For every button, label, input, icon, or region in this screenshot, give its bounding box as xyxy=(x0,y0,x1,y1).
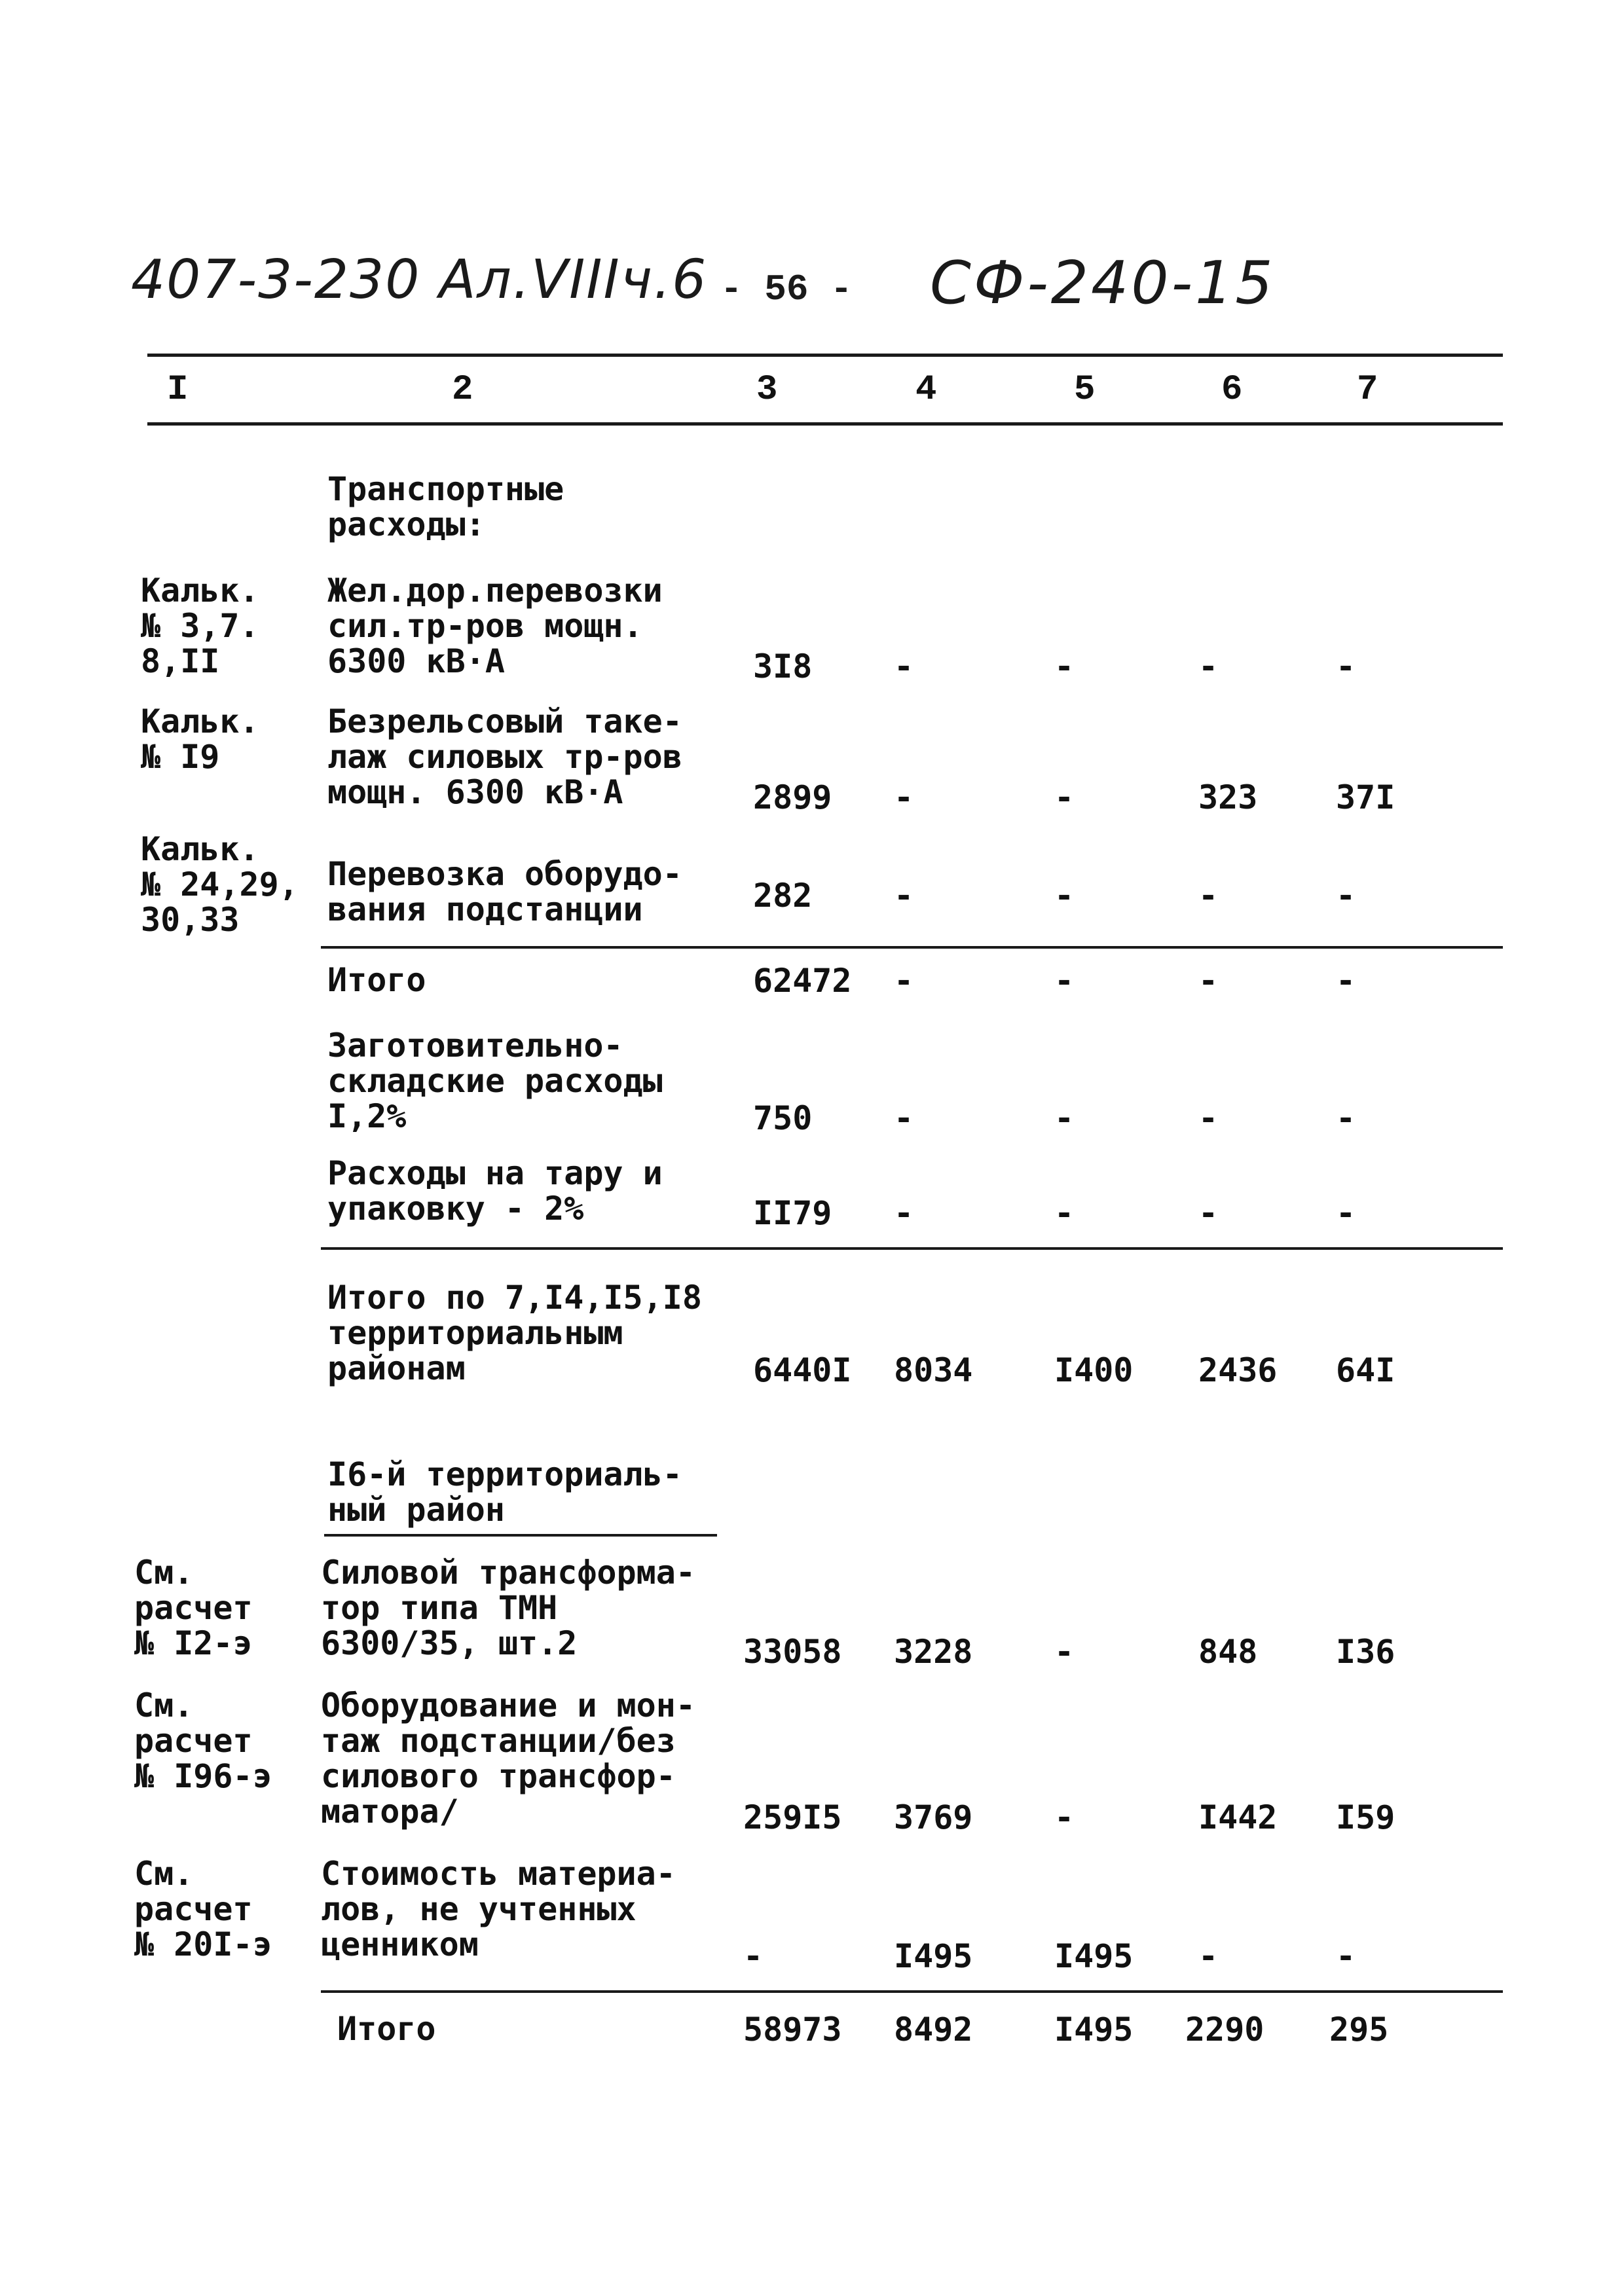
cell-col3: 2899 xyxy=(753,778,832,816)
cell-col4: - xyxy=(894,962,914,1000)
cell-col3: - xyxy=(743,1937,764,1975)
table-row xyxy=(0,704,1624,815)
cell-col6: - xyxy=(1198,1937,1219,1975)
section-heading: I6-й территориаль- ный район xyxy=(327,1455,682,1529)
table-row xyxy=(0,1280,1624,1388)
cell-col5: - xyxy=(1054,877,1075,915)
cell-col5: - xyxy=(1054,778,1075,816)
table-row xyxy=(0,1856,1624,1974)
row-reference: См. расчет № 20I-э xyxy=(134,1855,272,1963)
cell-col3: II79 xyxy=(753,1194,832,1232)
table-row xyxy=(0,1457,1624,1532)
row-description: Перевозка оборудо- вания подстанции xyxy=(327,855,682,928)
section-heading-underline xyxy=(324,1534,717,1537)
row-description: Итого xyxy=(327,961,426,999)
row-reference: Кальк. № 3,7. 8,II xyxy=(141,572,259,680)
cell-col5: - xyxy=(1054,1633,1075,1671)
cell-col4: I495 xyxy=(894,1937,973,1975)
cell-col4: - xyxy=(894,778,914,816)
page-number: - 56 - xyxy=(720,268,853,310)
row-reference: Кальк. № 24,29, 30,33 xyxy=(141,830,299,939)
table-top-rule xyxy=(147,354,1503,357)
cell-col6: - xyxy=(1198,1099,1219,1137)
column-header-5: 5 xyxy=(1074,370,1096,410)
table-row xyxy=(0,830,1624,939)
cell-col5: - xyxy=(1054,962,1075,1000)
row-description: Итого по 7,I4,I5,I8 территориальным районам xyxy=(327,1279,702,1387)
cell-col4: - xyxy=(894,1194,914,1232)
column-header-2: 2 xyxy=(452,370,473,410)
subtotal-rule xyxy=(321,1990,1503,1993)
cell-col4: - xyxy=(894,1099,914,1137)
table-row xyxy=(0,1555,1624,1669)
table-row xyxy=(0,962,1624,998)
cell-col6: - xyxy=(1198,877,1219,915)
row-reference: См. расчет № I96-э xyxy=(134,1686,272,1795)
cell-col5: I495 xyxy=(1054,1937,1134,1975)
cell-col5: I495 xyxy=(1054,2011,1134,2049)
cell-col6: 2290 xyxy=(1185,2011,1264,2049)
cell-col5: - xyxy=(1054,1798,1075,1836)
column-header-3: 3 xyxy=(756,370,778,410)
row-description: Безрельсовый такe- лаж силовых тр-ров мощн. 6300 кВ·А xyxy=(327,702,682,811)
row-description: Оборудование и мон- таж подстанции/без силового трансфор- матора/ xyxy=(321,1686,695,1831)
cell-col7: 37I xyxy=(1336,778,1395,816)
cell-col3: 33058 xyxy=(743,1633,842,1671)
subtotal-rule xyxy=(321,946,1503,949)
cell-col4: 8034 xyxy=(894,1351,973,1389)
cell-col3: 750 xyxy=(753,1099,813,1137)
cell-col7: - xyxy=(1336,962,1356,1000)
row-description: Заготовительно- складские расходы I,2% xyxy=(327,1027,663,1135)
table-row xyxy=(0,1156,1624,1231)
cell-col5: - xyxy=(1054,647,1075,685)
table-row xyxy=(0,1028,1624,1136)
cell-col7: - xyxy=(1336,1099,1356,1137)
column-header-7: 7 xyxy=(1357,370,1378,410)
cell-col5: - xyxy=(1054,1099,1075,1137)
cell-col6: 848 xyxy=(1198,1633,1258,1671)
column-header-6: 6 xyxy=(1221,370,1243,410)
cell-col6: - xyxy=(1198,647,1219,685)
cell-col7: 295 xyxy=(1329,2011,1389,2049)
cell-col3: 58973 xyxy=(743,2011,842,2049)
row-description: Силовой трансформа- тор типа ТМН 6300/35, шт.2 xyxy=(321,1554,695,1662)
cell-col7: - xyxy=(1336,1937,1356,1975)
cell-col3: 3I8 xyxy=(753,647,813,685)
subtotal-rule xyxy=(321,1247,1503,1250)
column-header-1: I xyxy=(167,370,189,410)
table-row xyxy=(0,1688,1624,1835)
row-description: Стоимость материа- лов, не учтенных ценником xyxy=(321,1855,676,1963)
cell-col7: - xyxy=(1336,647,1356,685)
cell-col6: 2436 xyxy=(1198,1351,1278,1389)
document-code: 407-3-230 Ал.VIIIч.6 xyxy=(131,249,708,311)
table-header-rule xyxy=(147,422,1503,426)
cell-col4: 3228 xyxy=(894,1633,973,1671)
cell-col7: I36 xyxy=(1336,1633,1395,1671)
table-row xyxy=(0,573,1624,684)
cell-col4: - xyxy=(894,877,914,915)
cell-col3: 6440I xyxy=(753,1351,852,1389)
cell-col5: - xyxy=(1054,1194,1075,1232)
column-header-4: 4 xyxy=(915,370,937,410)
table-row xyxy=(0,471,1624,550)
cell-col7: - xyxy=(1336,1194,1356,1232)
series-code: СФ-240-15 xyxy=(930,249,1276,318)
row-reference: Кальк. № I9 xyxy=(141,702,259,776)
cell-col7: - xyxy=(1336,877,1356,915)
cell-col6: I442 xyxy=(1198,1798,1278,1836)
cell-col6: - xyxy=(1198,962,1219,1000)
row-description: Итого xyxy=(337,2010,436,2048)
cell-col3: 282 xyxy=(753,877,813,915)
cell-col4: 3769 xyxy=(894,1798,973,1836)
table-row xyxy=(0,2011,1624,2047)
cell-col5: I400 xyxy=(1054,1351,1134,1389)
cell-col7: I59 xyxy=(1336,1798,1395,1836)
row-description: Жел.дор.перевозки сил.тр-ров мощн. 6300 кВ·А xyxy=(327,572,663,680)
cell-col4: - xyxy=(894,647,914,685)
row-description: Транспортные расходы: xyxy=(327,470,564,543)
cell-col6: 323 xyxy=(1198,778,1258,816)
cell-col6: - xyxy=(1198,1194,1219,1232)
row-reference: См. расчет № I2-э xyxy=(134,1554,253,1662)
cell-col4: 8492 xyxy=(894,2011,973,2049)
cell-col7: 64I xyxy=(1336,1351,1395,1389)
row-description: Расходы на тару и упаковку - 2% xyxy=(327,1154,663,1228)
cell-col3: 62472 xyxy=(753,962,852,1000)
cell-col3: 259I5 xyxy=(743,1798,842,1836)
